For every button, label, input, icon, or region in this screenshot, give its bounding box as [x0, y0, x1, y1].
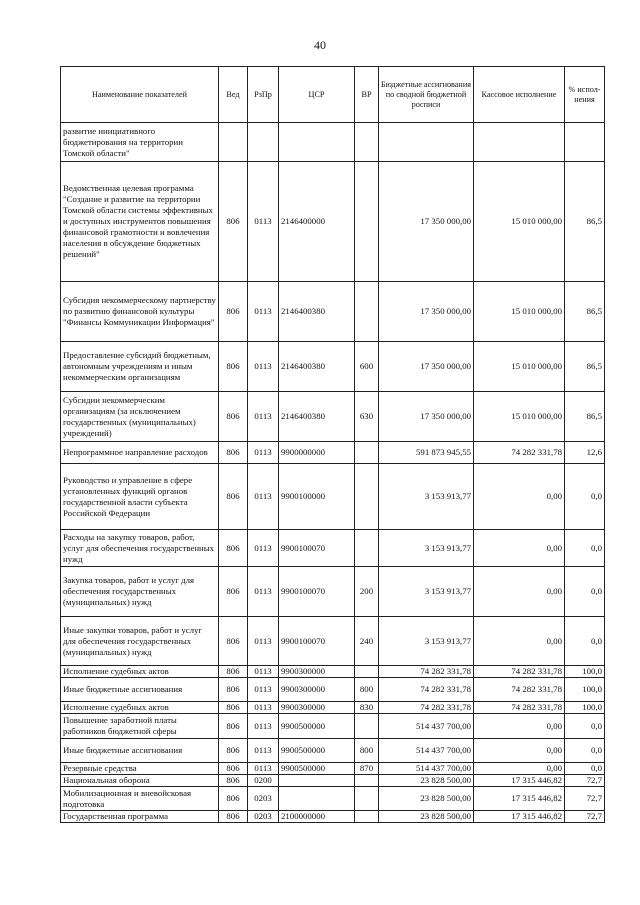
- cell-percent: 12,6: [565, 442, 605, 464]
- cell-rzpr: 0113: [248, 678, 279, 702]
- cell-percent: 72,7: [565, 811, 605, 823]
- cell-vr: [355, 787, 379, 811]
- cell-cash: 74 282 331,78: [474, 666, 565, 678]
- cell-percent: 0,0: [565, 739, 605, 763]
- header-csr: ЦСР: [279, 67, 355, 123]
- cell-ved: 806: [219, 678, 248, 702]
- cell-assignments: 3 153 913,77: [379, 464, 474, 530]
- cell-percent: 86,5: [565, 162, 605, 282]
- cell-ved: 806: [219, 392, 248, 442]
- cell-csr: 2146400380: [279, 392, 355, 442]
- cell-cash: 17 315 446,82: [474, 787, 565, 811]
- cell-cash: 0,00: [474, 464, 565, 530]
- cell-cash: 0,00: [474, 739, 565, 763]
- cell-csr: 9900300000: [279, 702, 355, 714]
- cell-percent: 0,0: [565, 530, 605, 567]
- cell-ved: 806: [219, 282, 248, 342]
- cell-name: Субсидии некоммерческим организациям (за исключением государственных (муниципальных) учреждений): [61, 392, 219, 442]
- cell-name: развитие инициативного бюджетирования на территории Томской области": [61, 123, 219, 162]
- table-row: [61, 162, 605, 282]
- table-header-row: [61, 67, 605, 123]
- cell-vr: 630: [355, 392, 379, 442]
- cell-cash: 74 282 331,78: [474, 442, 565, 464]
- cell-rzpr: 0200: [248, 775, 279, 787]
- cell-ved: 806: [219, 617, 248, 666]
- cell-rzpr: 0203: [248, 811, 279, 823]
- cell-percent: 0,0: [565, 464, 605, 530]
- cell-rzpr: 0113: [248, 392, 279, 442]
- cell-ved: 806: [219, 666, 248, 678]
- cell-cash: 74 282 331,78: [474, 702, 565, 714]
- cell-assignments: 74 282 331,78: [379, 702, 474, 714]
- cell-vr: [355, 282, 379, 342]
- table-row: [61, 787, 605, 811]
- cell-vr: [355, 123, 379, 162]
- cell-ved: 806: [219, 787, 248, 811]
- cell-name: Руководство и управление в сфере установленных функций органов государственной власти субъекта Российской Федерации: [61, 464, 219, 530]
- cell-name: Закупка товаров, работ и услуг для обеспечения государственных (муниципальных) нужд: [61, 567, 219, 617]
- table-row: [61, 811, 605, 823]
- table-row: [61, 666, 605, 678]
- cell-vr: [355, 162, 379, 282]
- cell-vr: [355, 811, 379, 823]
- cell-percent: 0,0: [565, 567, 605, 617]
- cell-percent: 0,0: [565, 763, 605, 775]
- cell-vr: 870: [355, 763, 379, 775]
- cell-vr: 600: [355, 342, 379, 392]
- cell-vr: [355, 442, 379, 464]
- table-row: [61, 702, 605, 714]
- cell-csr: 2100000000: [279, 811, 355, 823]
- cell-vr: [355, 714, 379, 739]
- header-name: Наименование показателей: [61, 67, 219, 123]
- cell-csr: 2146400000: [279, 162, 355, 282]
- cell-name: Расходы на закупку товаров, работ, услуг для обеспечения государственных нужд: [61, 530, 219, 567]
- cell-assignments: 23 828 500,00: [379, 775, 474, 787]
- cell-csr: 9900300000: [279, 678, 355, 702]
- cell-csr: [279, 787, 355, 811]
- cell-cash: 0,00: [474, 714, 565, 739]
- cell-percent: 86,5: [565, 282, 605, 342]
- cell-percent: 100,0: [565, 678, 605, 702]
- header-percent: % испол-нения: [565, 67, 605, 123]
- cell-vr: [355, 775, 379, 787]
- cell-csr: 9900500000: [279, 714, 355, 739]
- cell-percent: 86,5: [565, 392, 605, 442]
- cell-name: Резервные средства: [61, 763, 219, 775]
- cell-ved: 806: [219, 530, 248, 567]
- cell-name: Иные бюджетные ассигнования: [61, 678, 219, 702]
- cell-ved: 806: [219, 342, 248, 392]
- cell-rzpr: 0113: [248, 739, 279, 763]
- header-cash-execution: Кассовое исполнение: [474, 67, 565, 123]
- cell-assignments: 3 153 913,77: [379, 567, 474, 617]
- cell-csr: 9900100070: [279, 530, 355, 567]
- cell-assignments: 17 350 000,00: [379, 392, 474, 442]
- cell-csr: 9900000000: [279, 442, 355, 464]
- cell-rzpr: 0113: [248, 763, 279, 775]
- cell-cash: 0,00: [474, 530, 565, 567]
- cell-percent: 100,0: [565, 666, 605, 678]
- cell-csr: [279, 123, 355, 162]
- table-row: [61, 763, 605, 775]
- cell-ved: 806: [219, 567, 248, 617]
- cell-rzpr: 0113: [248, 567, 279, 617]
- cell-name: Исполнение судебных актов: [61, 702, 219, 714]
- cell-ved: 806: [219, 162, 248, 282]
- cell-name: Национальная оборона: [61, 775, 219, 787]
- cell-name: Субсидия некоммерческому партнерству по развитию финансовой культуры "Финансы Коммуникации Информация": [61, 282, 219, 342]
- cell-rzpr: 0203: [248, 787, 279, 811]
- cell-csr: 9900300000: [279, 666, 355, 678]
- cell-assignments: 74 282 331,78: [379, 666, 474, 678]
- cell-name: Ведомственная целевая программа "Создание и развитие на территории Томской области системы эффективных и доступных инструментов повышения финансовой грамотности и вовлечения населения в обсуждение бюджетных решений": [61, 162, 219, 282]
- cell-percent: 100,0: [565, 702, 605, 714]
- table-body: [61, 123, 605, 823]
- cell-csr: [279, 775, 355, 787]
- cell-vr: 830: [355, 702, 379, 714]
- cell-csr: 9900500000: [279, 739, 355, 763]
- cell-name: Предоставление субсидий бюджетным, автономным учреждениям и иным некоммерческим организациям: [61, 342, 219, 392]
- cell-ved: 806: [219, 702, 248, 714]
- cell-rzpr: 0113: [248, 282, 279, 342]
- table-row: [61, 775, 605, 787]
- header-vr: ВР: [355, 67, 379, 123]
- cell-ved: [219, 123, 248, 162]
- header-assignments: Бюджетные ассигнования по сводной бюджетной росписи: [379, 67, 474, 123]
- cell-percent: 0,0: [565, 714, 605, 739]
- cell-csr: 9900100070: [279, 567, 355, 617]
- cell-name: Мобилизационная и вневойсковая подготовка: [61, 787, 219, 811]
- cell-csr: 2146400380: [279, 342, 355, 392]
- cell-assignments: 591 873 945,55: [379, 442, 474, 464]
- cell-ved: 806: [219, 739, 248, 763]
- cell-vr: 800: [355, 678, 379, 702]
- cell-rzpr: 0113: [248, 464, 279, 530]
- cell-cash: 74 282 331,78: [474, 678, 565, 702]
- table-row: [61, 392, 605, 442]
- cell-assignments: 3 153 913,77: [379, 530, 474, 567]
- cell-assignments: 17 350 000,00: [379, 342, 474, 392]
- cell-percent: 86,5: [565, 342, 605, 392]
- cell-name: Иные закупки товаров, работ и услуг для обеспечения государственных (муниципальных) нужд: [61, 617, 219, 666]
- cell-cash: 17 315 446,82: [474, 811, 565, 823]
- cell-csr: 9900100070: [279, 617, 355, 666]
- table-row: [61, 567, 605, 617]
- cell-ved: 806: [219, 714, 248, 739]
- cell-percent: 72,7: [565, 775, 605, 787]
- cell-cash: 15 010 000,00: [474, 282, 565, 342]
- cell-name: Иные бюджетные ассигнования: [61, 739, 219, 763]
- cell-assignments: 23 828 500,00: [379, 811, 474, 823]
- page-number: 40: [314, 38, 326, 52]
- cell-csr: 9900100000: [279, 464, 355, 530]
- cell-ved: 806: [219, 442, 248, 464]
- cell-assignments: 17 350 000,00: [379, 162, 474, 282]
- cell-cash: 0,00: [474, 567, 565, 617]
- cell-csr: 2146400380: [279, 282, 355, 342]
- cell-vr: 200: [355, 567, 379, 617]
- table-row: [61, 617, 605, 666]
- cell-vr: 800: [355, 739, 379, 763]
- cell-name: Исполнение судебных актов: [61, 666, 219, 678]
- cell-vr: 240: [355, 617, 379, 666]
- cell-cash: 0,00: [474, 763, 565, 775]
- cell-ved: 806: [219, 763, 248, 775]
- header-ved: Вед: [219, 67, 248, 123]
- cell-percent: 0,0: [565, 617, 605, 666]
- table-row: [61, 714, 605, 739]
- cell-assignments: 514 437 700,00: [379, 714, 474, 739]
- cell-cash: 15 010 000,00: [474, 392, 565, 442]
- cell-assignments: [379, 123, 474, 162]
- cell-name: Государственная программа: [61, 811, 219, 823]
- cell-rzpr: 0113: [248, 442, 279, 464]
- cell-ved: 806: [219, 775, 248, 787]
- cell-assignments: 74 282 331,78: [379, 678, 474, 702]
- cell-rzpr: 0113: [248, 530, 279, 567]
- cell-vr: [355, 464, 379, 530]
- cell-assignments: 514 437 700,00: [379, 763, 474, 775]
- cell-ved: 806: [219, 811, 248, 823]
- cell-name: Непрограммное направление расходов: [61, 442, 219, 464]
- table-row: [61, 442, 605, 464]
- cell-ved: 806: [219, 464, 248, 530]
- cell-csr: 9900500000: [279, 763, 355, 775]
- cell-cash: [474, 123, 565, 162]
- cell-rzpr: 0113: [248, 666, 279, 678]
- cell-cash: 17 315 446,82: [474, 775, 565, 787]
- table-row: [61, 739, 605, 763]
- cell-cash: 15 010 000,00: [474, 342, 565, 392]
- table-row: [61, 530, 605, 567]
- cell-cash: 15 010 000,00: [474, 162, 565, 282]
- cell-vr: [355, 530, 379, 567]
- cell-assignments: 514 437 700,00: [379, 739, 474, 763]
- cell-assignments: 23 828 500,00: [379, 787, 474, 811]
- cell-rzpr: 0113: [248, 617, 279, 666]
- cell-rzpr: 0113: [248, 702, 279, 714]
- cell-rzpr: [248, 123, 279, 162]
- cell-vr: [355, 666, 379, 678]
- cell-assignments: 17 350 000,00: [379, 282, 474, 342]
- header-rzpr: РзПр: [248, 67, 279, 123]
- table-row: [61, 342, 605, 392]
- table-row: [61, 464, 605, 530]
- cell-name: Повышение заработной платы работников бюджетной сферы: [61, 714, 219, 739]
- cell-rzpr: 0113: [248, 162, 279, 282]
- cell-rzpr: 0113: [248, 342, 279, 392]
- table-row: [61, 282, 605, 342]
- cell-percent: [565, 123, 605, 162]
- budget-execution-table: [60, 66, 605, 823]
- table-row: [61, 678, 605, 702]
- cell-rzpr: 0113: [248, 714, 279, 739]
- cell-cash: 0,00: [474, 617, 565, 666]
- cell-percent: 72,7: [565, 787, 605, 811]
- table-row: [61, 123, 605, 162]
- cell-assignments: 3 153 913,77: [379, 617, 474, 666]
